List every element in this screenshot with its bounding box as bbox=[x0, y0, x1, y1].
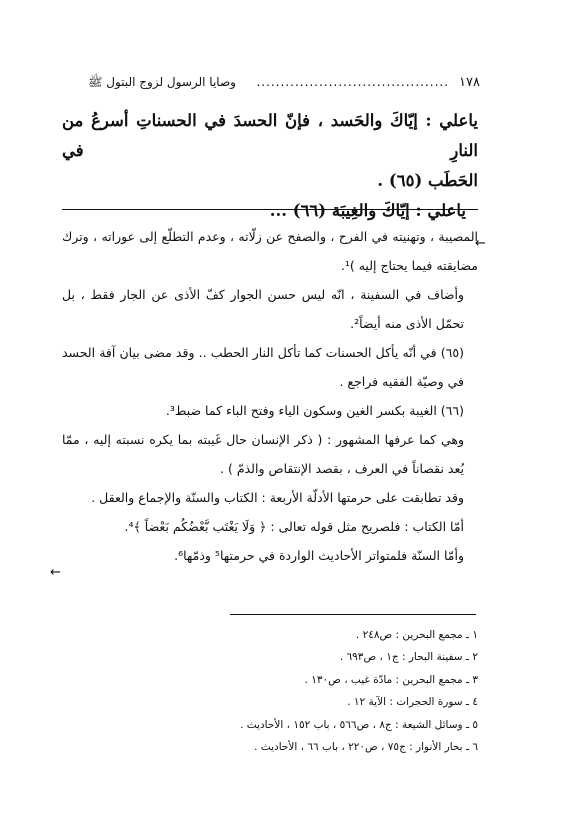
commentary-paragraph: وأضاف في السفينة ، انّه ليس حسن الجوار كفّ الأذى عن الجار فقط ، بل تحمّل الأذى منه أيضاً². bbox=[62, 287, 464, 331]
footnote: ٢ ـ سفينة البحار : ج١ ، ص٦٩٣ . bbox=[339, 651, 478, 664]
commentary-paragraph: وأمّا السنّة فلمتواتر الأحاديث الواردة في حرمتها⁵ وذمّها⁶. bbox=[174, 548, 464, 563]
end-arrow-icon: ← bbox=[50, 565, 61, 580]
header-leader-dots: ........................................ bbox=[256, 75, 450, 89]
commentary-paragraph: المصيبة ، وتهنيته في الفرح ، والصفح عن زلّاته ، وعدم التطلّع إلى عوراته ، وترك مضايقته فيما يحتاج إليه )¹. bbox=[62, 229, 478, 273]
commentary-paragraph: أمّا الكتاب : فلصريح مثل قوله تعالى : ﴿ وَلَا يَغْتَب بَّعْضُكُم بَعْضاً ﴾⁴. bbox=[124, 519, 464, 534]
footnote-rule bbox=[230, 614, 476, 615]
commentary-paragraph: وهي كما عرفها المشهور : ( ذكر الإنسان حال غَيبته بما يكره نسبته إليه ، ممّا يُعد نقصاناً في العرف ، بقصد الإنتقاص والذمّ ) . bbox=[62, 432, 464, 476]
running-title: وصايا الرسول لزوج البتول ﷺ bbox=[88, 75, 236, 89]
commentary-paragraph: وقد تطابقت على حرمتها الأدلّة الأربعة : الكتاب والسنّة والإجماع والعقل . bbox=[91, 490, 464, 505]
main-hadith-text bbox=[62, 106, 478, 226]
footnote: ٣ ـ مجمع البحرين : مادّة غيب ، ص١٣٠ . bbox=[304, 673, 478, 686]
running-header bbox=[88, 72, 480, 92]
footnote: ٥ ـ وسائل الشيعة : ج٨ ، ص٥٦٦ ، باب ١٥٢ ، الأحاديث . bbox=[240, 718, 478, 731]
commentary-text bbox=[62, 222, 478, 570]
footnote: ٤ ـ سورة الحجرات : الآية ١٢ . bbox=[347, 696, 478, 709]
separator-rule bbox=[62, 209, 478, 210]
hadith-line-2: الحَطَب (٦٥) . bbox=[377, 171, 478, 190]
footnote: ١ ـ مجمع البحرين : ص٢٤٨ . bbox=[355, 629, 478, 641]
footnote: ٦ ـ بحار الأنوار : ج٧٥ ، ص٢٢٠ ، باب ٦٦ ، الأحاديث . bbox=[254, 741, 478, 754]
page-number: ١٧٨ bbox=[459, 75, 480, 90]
footnotes bbox=[150, 624, 478, 758]
commentary-paragraph: (٦٦) الغيبة بكسر الغين وسكون الياء وفتح الباء كما ضبط³. bbox=[165, 403, 464, 418]
hadith-line-1: ياعلي : إيّاكَ والحَسد ، فإنّ الحسدَ في الحسناتِ أسرعُ من النارِ في bbox=[62, 111, 478, 160]
continuation-arrow-icon: ← bbox=[475, 236, 486, 251]
hadith-line-3: ياعلي : إيّاكَ والغِيبَة (٦٦) ... bbox=[269, 201, 466, 220]
commentary-paragraph: (٦٥) في أنّه يأكل الحسنات كما تأكل النار الحطب .. وقد مضى بيان آفة الحسد في وصيّة الفقيه فراجع . bbox=[62, 345, 464, 389]
